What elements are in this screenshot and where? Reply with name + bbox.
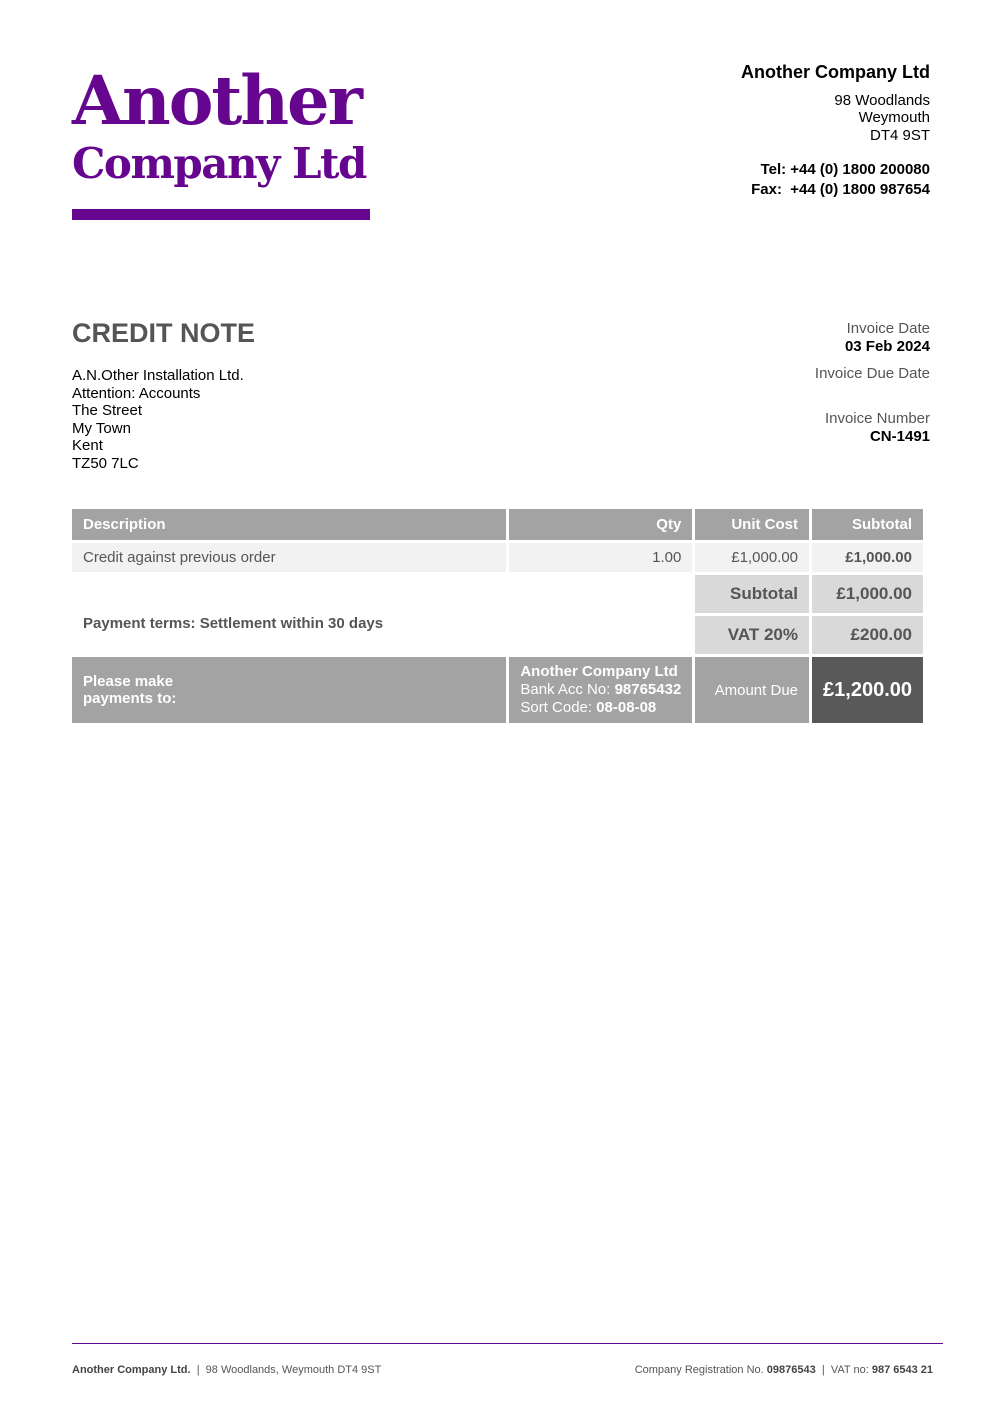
payment-instruction-label: [72, 657, 506, 723]
logo-underline-bar: [72, 209, 370, 220]
column-header-subtotal: Subtotal: [812, 509, 923, 540]
invoice-number: CN-1491: [869, 427, 930, 445]
subtotal-row: [72, 575, 923, 613]
footer-separator: |: [821, 1364, 825, 1376]
line-items-table: [69, 506, 926, 726]
company-logo: [72, 62, 372, 188]
footer-company-info: [72, 1364, 381, 1376]
table-row: [72, 543, 923, 572]
invoice-number-label: Invoice Number: [824, 410, 930, 427]
footer-vat-label: VAT no:: [830, 1364, 869, 1376]
payment-label-line: payments to:: [83, 690, 177, 707]
bill-to-line: My Town: [72, 419, 131, 437]
invoice-date: 03 Feb 2024: [844, 337, 930, 355]
subtotal-label: Subtotal: [695, 575, 809, 613]
logo-line1: Another: [72, 61, 361, 140]
footer-reg-number: 09876543: [766, 1364, 816, 1376]
footer-separator: |: [196, 1364, 200, 1376]
amount-due-label: Amount Due: [695, 657, 809, 723]
company-address-line: Weymouth: [858, 109, 930, 126]
amount-due-value: £1,200.00: [812, 657, 923, 723]
payment-label-line: Please make: [83, 672, 174, 690]
footer-address: 98 Woodlands, Weymouth DT4 9ST: [205, 1364, 382, 1376]
column-header-unit-cost: Unit Cost: [695, 509, 809, 540]
bank-acc-number: 98765432: [614, 681, 682, 698]
payee-company: Another Company Ltd: [520, 663, 678, 680]
item-unit-cost: £1,000.00: [695, 543, 809, 572]
footer-reg-label: Company Registration No.: [634, 1364, 764, 1376]
sort-code-label: Sort Code:: [520, 699, 597, 716]
payment-row: [72, 657, 923, 723]
column-header-qty: Qty: [509, 509, 692, 540]
payment-terms: Payment terms: Settlement within 30 days: [83, 615, 384, 632]
item-qty: 1.00: [509, 543, 692, 572]
company-address-line: 98 Woodlands: [834, 91, 930, 109]
bill-to-line: Kent: [72, 437, 103, 454]
sort-code: 08-08-08: [596, 699, 657, 716]
company-tel: Tel: +44 (0) 1800 200080: [760, 161, 930, 178]
invoice-due-date: [815, 383, 930, 401]
company-name: Another Company Ltd: [741, 62, 930, 82]
table-header-row: [72, 509, 923, 540]
item-description: Credit against previous order: [72, 543, 506, 572]
logo-line2: Company Ltd: [72, 139, 366, 188]
bill-to-line: The Street: [72, 402, 143, 419]
bill-to-line: A.N.Other Installation Ltd.: [72, 367, 244, 384]
footer-registration-info: [635, 1364, 933, 1376]
bill-to-line: Attention: Accounts: [72, 384, 201, 402]
footer-company-name: Another Company Ltd.: [72, 1364, 191, 1376]
bank-acc-label: Bank Acc No:: [520, 681, 615, 698]
bill-to-line: TZ50 7LC: [72, 454, 139, 472]
company-fax: Fax: +44 (0) 1800 987654: [751, 181, 930, 198]
document-title: CREDIT NOTE: [72, 318, 256, 348]
footer-vat-number: 987 6543 21: [871, 1364, 933, 1376]
item-subtotal: £1,000.00: [812, 543, 923, 572]
bill-to-address: [72, 367, 244, 472]
footer-divider: [72, 1343, 943, 1344]
invoice-meta: [815, 320, 930, 445]
invoice-due-date-label: Invoice Due Date: [814, 365, 930, 382]
bank-details: [509, 657, 692, 723]
subtotal-value: £1,000.00: [812, 575, 923, 613]
invoice-date-label: Invoice Date: [846, 320, 930, 337]
company-address-line: DT4 9ST: [869, 126, 930, 144]
column-header-description: Description: [72, 509, 506, 540]
vat-value: £200.00: [812, 616, 923, 654]
vat-label: VAT 20%: [695, 616, 809, 654]
company-details: [741, 64, 930, 200]
